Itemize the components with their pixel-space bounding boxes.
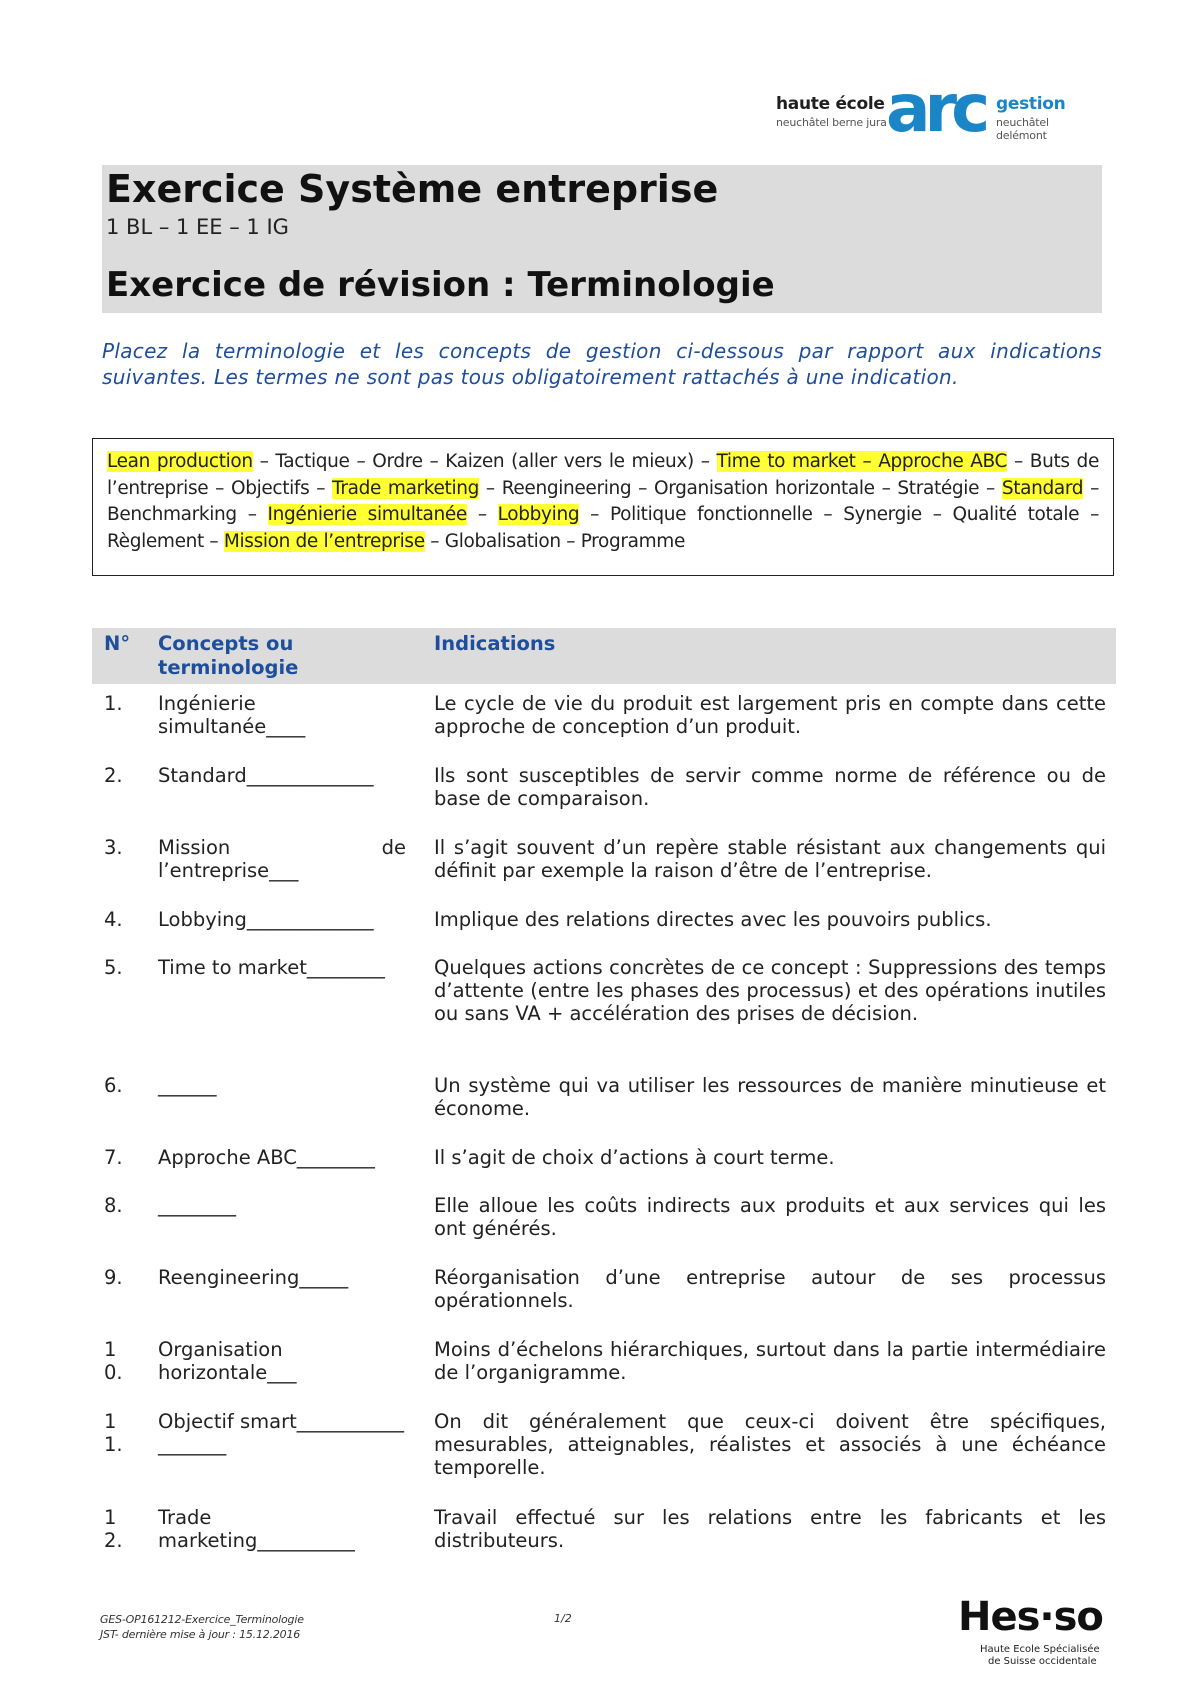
row-indication: Quelques actions concrètes de ce concept : Suppressions des temps d’attente (entre les phases des processus) et des opérations inutiles ou sans VA + accélération des prises de décision. <box>434 956 1106 1025</box>
term-segment: – Benchmarking – <box>107 477 1099 525</box>
term-segment: Mission de l’entreprise <box>223 530 425 552</box>
row-indication: Travail effectué sur les relations entre les fabricants et les distributeurs. <box>434 1506 1106 1552</box>
row-concept: Mission de l’entreprise___ <box>158 836 406 882</box>
term-segment: Lean production <box>107 451 253 472</box>
header-indication: Indications <box>434 632 556 655</box>
table-header <box>92 628 1116 684</box>
row-concept: Organisation horizontale___ <box>158 1338 297 1384</box>
row-indication: Elle alloue les coûts indirects aux produits et aux services qui les ont générés. <box>434 1194 1106 1240</box>
footer-doc-info <box>100 1612 304 1642</box>
logo-text-location-left: neuchâtel berne jura <box>776 116 887 129</box>
row-number: 6. <box>104 1074 123 1097</box>
document-title: Exercice Système entreprise <box>106 167 719 211</box>
hes-so-logo <box>958 1594 1108 1668</box>
row-concept: Objectif smart__________________ <box>158 1410 405 1456</box>
term-segment: Standard <box>1001 477 1084 499</box>
logo-text-gestion: gestion <box>996 94 1066 114</box>
row-number: 9. <box>104 1266 123 1289</box>
term-segment: Ingénierie simultanée <box>267 504 467 525</box>
row-number: 7. <box>104 1146 123 1169</box>
page-number: 1/2 <box>554 1612 572 1625</box>
row-number: 8. <box>104 1194 123 1217</box>
row-indication: Implique des relations directes avec les pouvoirs publics. <box>434 908 992 931</box>
term-segment: Lobbying <box>497 504 580 525</box>
row-number: 11. <box>104 1410 123 1456</box>
footer-doc-ref: GES-OP161212-Exercice_Terminologie <box>100 1613 304 1626</box>
logo-text-location-right: neuchâtel delémont <box>996 116 1049 142</box>
row-indication: Le cycle de vie du produit est largement pris en compte dans cette approche de conception d’un produit. <box>434 692 1106 738</box>
term-segment: Time to market – <box>716 451 879 472</box>
terms-box <box>92 438 1114 576</box>
title-block <box>102 165 1102 313</box>
row-concept: Time to market________ <box>158 956 385 979</box>
hes-so-line2: de Suisse occidentale <box>988 1656 1097 1667</box>
hes-so-line1: Haute Ecole Spécialisée <box>980 1644 1100 1655</box>
hes-so-brand: Hes·so <box>958 1594 1103 1640</box>
exercise-title: Exercice de révision : Terminologie <box>106 265 775 305</box>
row-indication: On dit généralement que ceux-ci doivent être spécifiques, mesurables, atteignables, réalistes et associés à une échéance temporelle. <box>434 1410 1106 1479</box>
row-number: 3. <box>104 836 123 859</box>
term-segment: Trade marketing <box>332 477 480 499</box>
row-concept: Approche ABC________ <box>158 1146 375 1169</box>
row-indication: Moins d’échelons hiérarchiques, surtout dans la partie intermédiaire de l’organigramme. <box>434 1338 1106 1384</box>
term-segment: – <box>466 504 498 525</box>
term-segment: – Reengineering – Organisation horizontale – Stratégie – <box>479 477 1002 499</box>
row-number: 5. <box>104 956 123 979</box>
header-number: N° <box>104 632 131 655</box>
row-concept: ________ <box>158 1194 236 1217</box>
row-concept: Ingénierie simultanée____ <box>158 692 306 738</box>
row-concept: ______ <box>158 1074 217 1097</box>
row-number: 2. <box>104 764 123 787</box>
footer-updated: JST- dernière mise à jour : 15.12.2016 <box>100 1628 301 1641</box>
row-number: 4. <box>104 908 123 931</box>
term-segment: – Globalisation – Programme <box>424 530 685 552</box>
term-segment: – Politique fonctionnelle – Synergie – Qualité totale – Règlement – <box>107 504 1099 552</box>
row-concept: Reengineering_____ <box>158 1266 349 1289</box>
row-number: 10. <box>104 1338 123 1384</box>
row-indication: Il s’agit de choix d’actions à court terme. <box>434 1146 835 1169</box>
row-number: 1. <box>104 692 123 715</box>
logo-arc-mark: arc <box>886 70 985 147</box>
row-concept: Standard_____________ <box>158 764 374 787</box>
row-indication: Un système qui va utiliser les ressources de manière minutieuse et économe. <box>434 1074 1106 1120</box>
term-segment: – Tactique – Ordre – Kaizen (aller vers le mieux) – <box>252 451 717 472</box>
row-concept: Trade marketing__________ <box>158 1506 355 1552</box>
row-concept: Lobbying_____________ <box>158 908 374 931</box>
class-list: 1 BL – 1 EE – 1 IG <box>106 215 289 239</box>
term-segment: Approche ABC <box>878 451 1008 472</box>
row-indication: Réorganisation d’une entreprise autour de ses processus opérationnels. <box>434 1266 1106 1312</box>
header-concept: Concepts ou terminologie <box>158 632 299 679</box>
row-indication: Il s’agit souvent d’un repère stable résistant aux changements qui définit par exemple la raison d’être de l’entreprise. <box>434 836 1106 882</box>
term-segment: – Buts de l’entreprise – Objectifs – <box>107 451 1099 499</box>
row-indication: Ils sont susceptibles de servir comme norme de référence ou de base de comparaison. <box>434 764 1106 810</box>
he-arc-logo <box>776 70 1098 148</box>
row-number: 12. <box>104 1506 123 1552</box>
logo-text-haute-ecole: haute école <box>776 94 885 114</box>
instructions-text: Placez la terminologie et les concepts de gestion ci-dessous par rapport aux indications suivantes. Les termes ne sont pas tous obligatoirement rattachés à une indication. <box>102 339 1102 389</box>
